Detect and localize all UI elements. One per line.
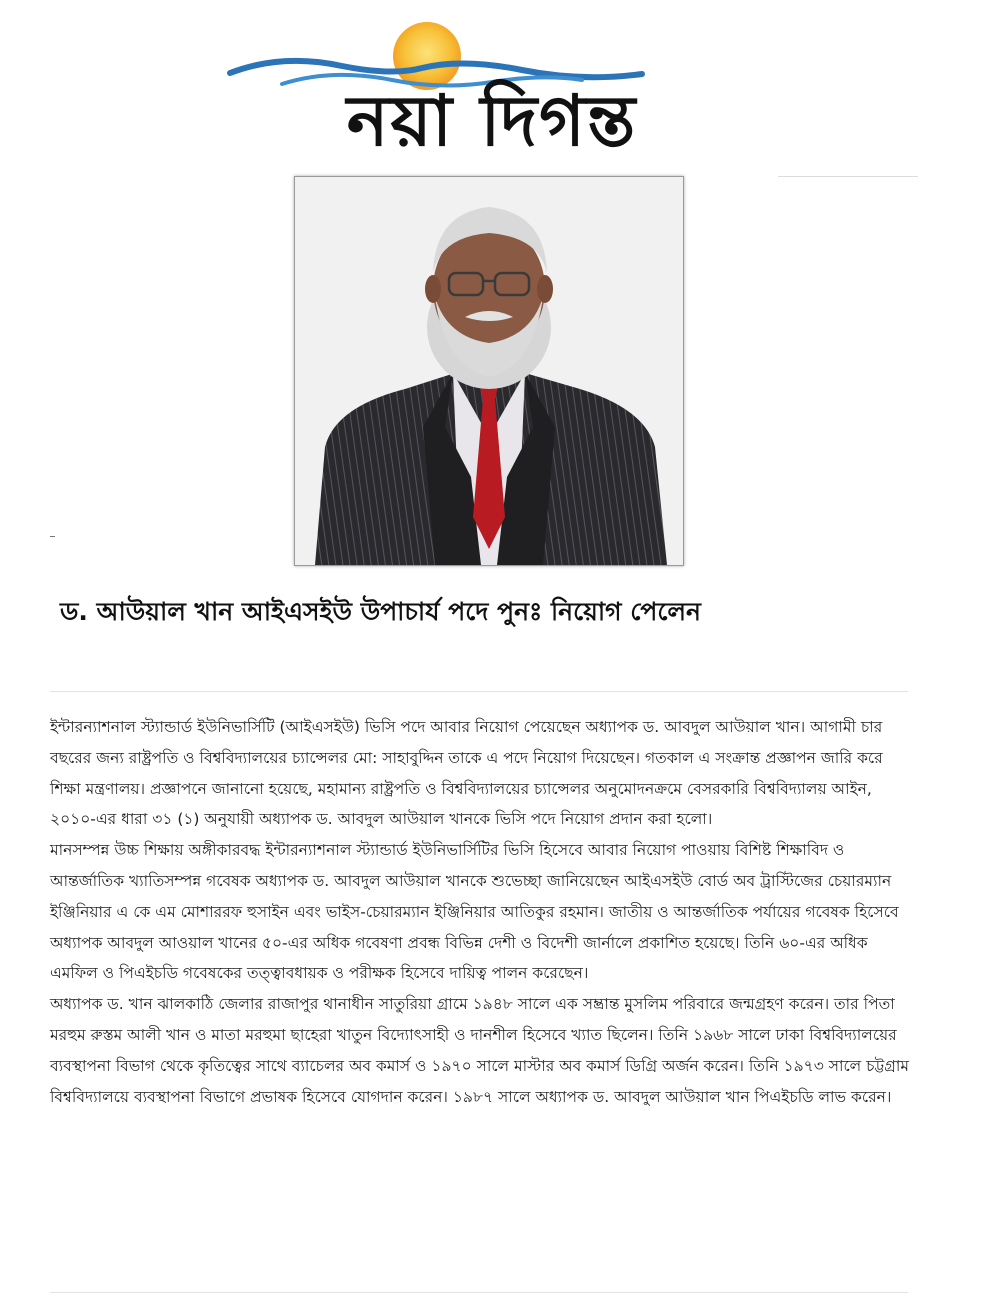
- article-paragraph: অধ্যাপক ড. খান ঝালকাঠি জেলার রাজাপুর থানাধীন সাতুরিয়া গ্রামে ১৯৪৮ সালে এক সম্ভ্রান্ত মুসলিম পরিবারে জন্মগ্রহণ করেন। তার পিতা মরহুম রুস্তম আলী খান ও মাতা মরহুমা ছাহেরা খাতুন বিদ্যোৎসাহী ও দানশীল হিসেবে খ্যাত ছিলেন। তিনি ১৯৬৮ সালে ঢাকা বিশ্ববিদ্যালয়ের ব্যবস্থাপনা বিভাগ থেকে কৃতিত্বের সাথে ব্যাচেলর অব কমার্স ও ১৯৭০ সালে মাস্টার অব কমার্স ডিগ্রি অর্জন করেন। তিনি ১৯৭৩ সালে চট্টগ্রাম বিশ্ববিদ্যালয়ে ব্যবস্থাপনা বিভাগে প্রভাষক হিসেবে যোগদান করেন। ১৯৮৭ সালে অধ্যাপক ড. আবদুল আউয়াল খান পিএইচডি লাভ করেন।: [50, 995, 910, 1106]
- article-paragraph: ইন্টারন্যাশনাল স্ট্যান্ডার্ড ইউনিভার্সিটি (আইএসইউ) ভিসি পদে আবার নিয়োগ পেয়েছেন অধ্যাপক ড. আবদুল আউয়াল খান। আগামী চার বছরের জন্য রাষ্ট্রপতি ও বিশ্ববিদ্যালয়ের চ্যান্সেলর মো: সাহাবুদ্দিন তাকে এ পদে নিয়োগ দিয়েছেন। গতকাল এ সংক্রান্ত প্রজ্ঞাপন জারি করে শিক্ষা মন্ত্রণালয়। প্রজ্ঞাপনে জানানো হয়েছে, মহামান্য রাষ্ট্রপতি ও বিশ্ববিদ্যালয়ের চ্যান্সেলর অনুমোদনক্রমে বেসরকারি বিশ্ববিদ্যালয় আইন, ২০১০-এর ধারা ৩১ (১) অনুযায়ী অধ্যাপক ড. আবদুল আউয়াল খানকে ভিসি পদে নিয়োগ প্রদান করা হলো।: [50, 718, 883, 829]
- header-divider: [778, 176, 918, 177]
- newspaper-logo: [222, 18, 762, 168]
- article-body: [50, 712, 910, 1112]
- portrait-photo: [294, 176, 684, 566]
- headline-divider: [50, 691, 908, 692]
- article-headline: ড. আউয়াল খান আইএসইউ উপাচার্য পদে পুনঃ নিয়োগ পেলেন: [60, 597, 701, 626]
- caption-dash: [50, 536, 55, 537]
- portrait-photo-icon: [295, 177, 683, 565]
- logo-wordmark: নয়া দিগন্ত: [346, 79, 638, 162]
- footer-divider: [50, 1292, 908, 1293]
- article-paragraph: মানসম্পন্ন উচ্চ শিক্ষায় অঙ্গীকারবদ্ধ ইন্টারন্যাশনাল স্ট্যান্ডার্ড ইউনিভার্সিটির ভিসি হিসেবে আবার নিয়োগ পাওয়ায় বিশিষ্ট শিক্ষাবিদ ও আন্তর্জাতিক খ্যাতিসম্পন্ন গবেষক অধ্যাপক ড. আবদুল আউয়াল খানকে শুভেচ্ছা জানিয়েছেন আইএসইউ বোর্ড অব ট্রাস্টিজের চেয়ারম্যান ইঞ্জিনিয়ার এ কে এম মোশাররফ হুসাইন এবং ভাইস-চেয়ারম্যান ইঞ্জিনিয়ার আতিকুর রহমান। জাতীয় ও আন্তর্জাতিক পর্যায়ের গবেষক হিসেবে অধ্যাপক আবদুল আওয়াল খানের ৫০-এর অধিক গবেষণা প্রবন্ধ বিভিন্ন দেশী ও বিদেশী জার্নালে প্রকাশিত হয়েছে। তিনি ৬০-এর অধিক এমফিল ও পিএইচডি গবেষকের তত্ত্বাবধায়ক ও পরীক্ষক হিসেবে দায়িত্ব পালন করেছেন।: [50, 841, 899, 983]
